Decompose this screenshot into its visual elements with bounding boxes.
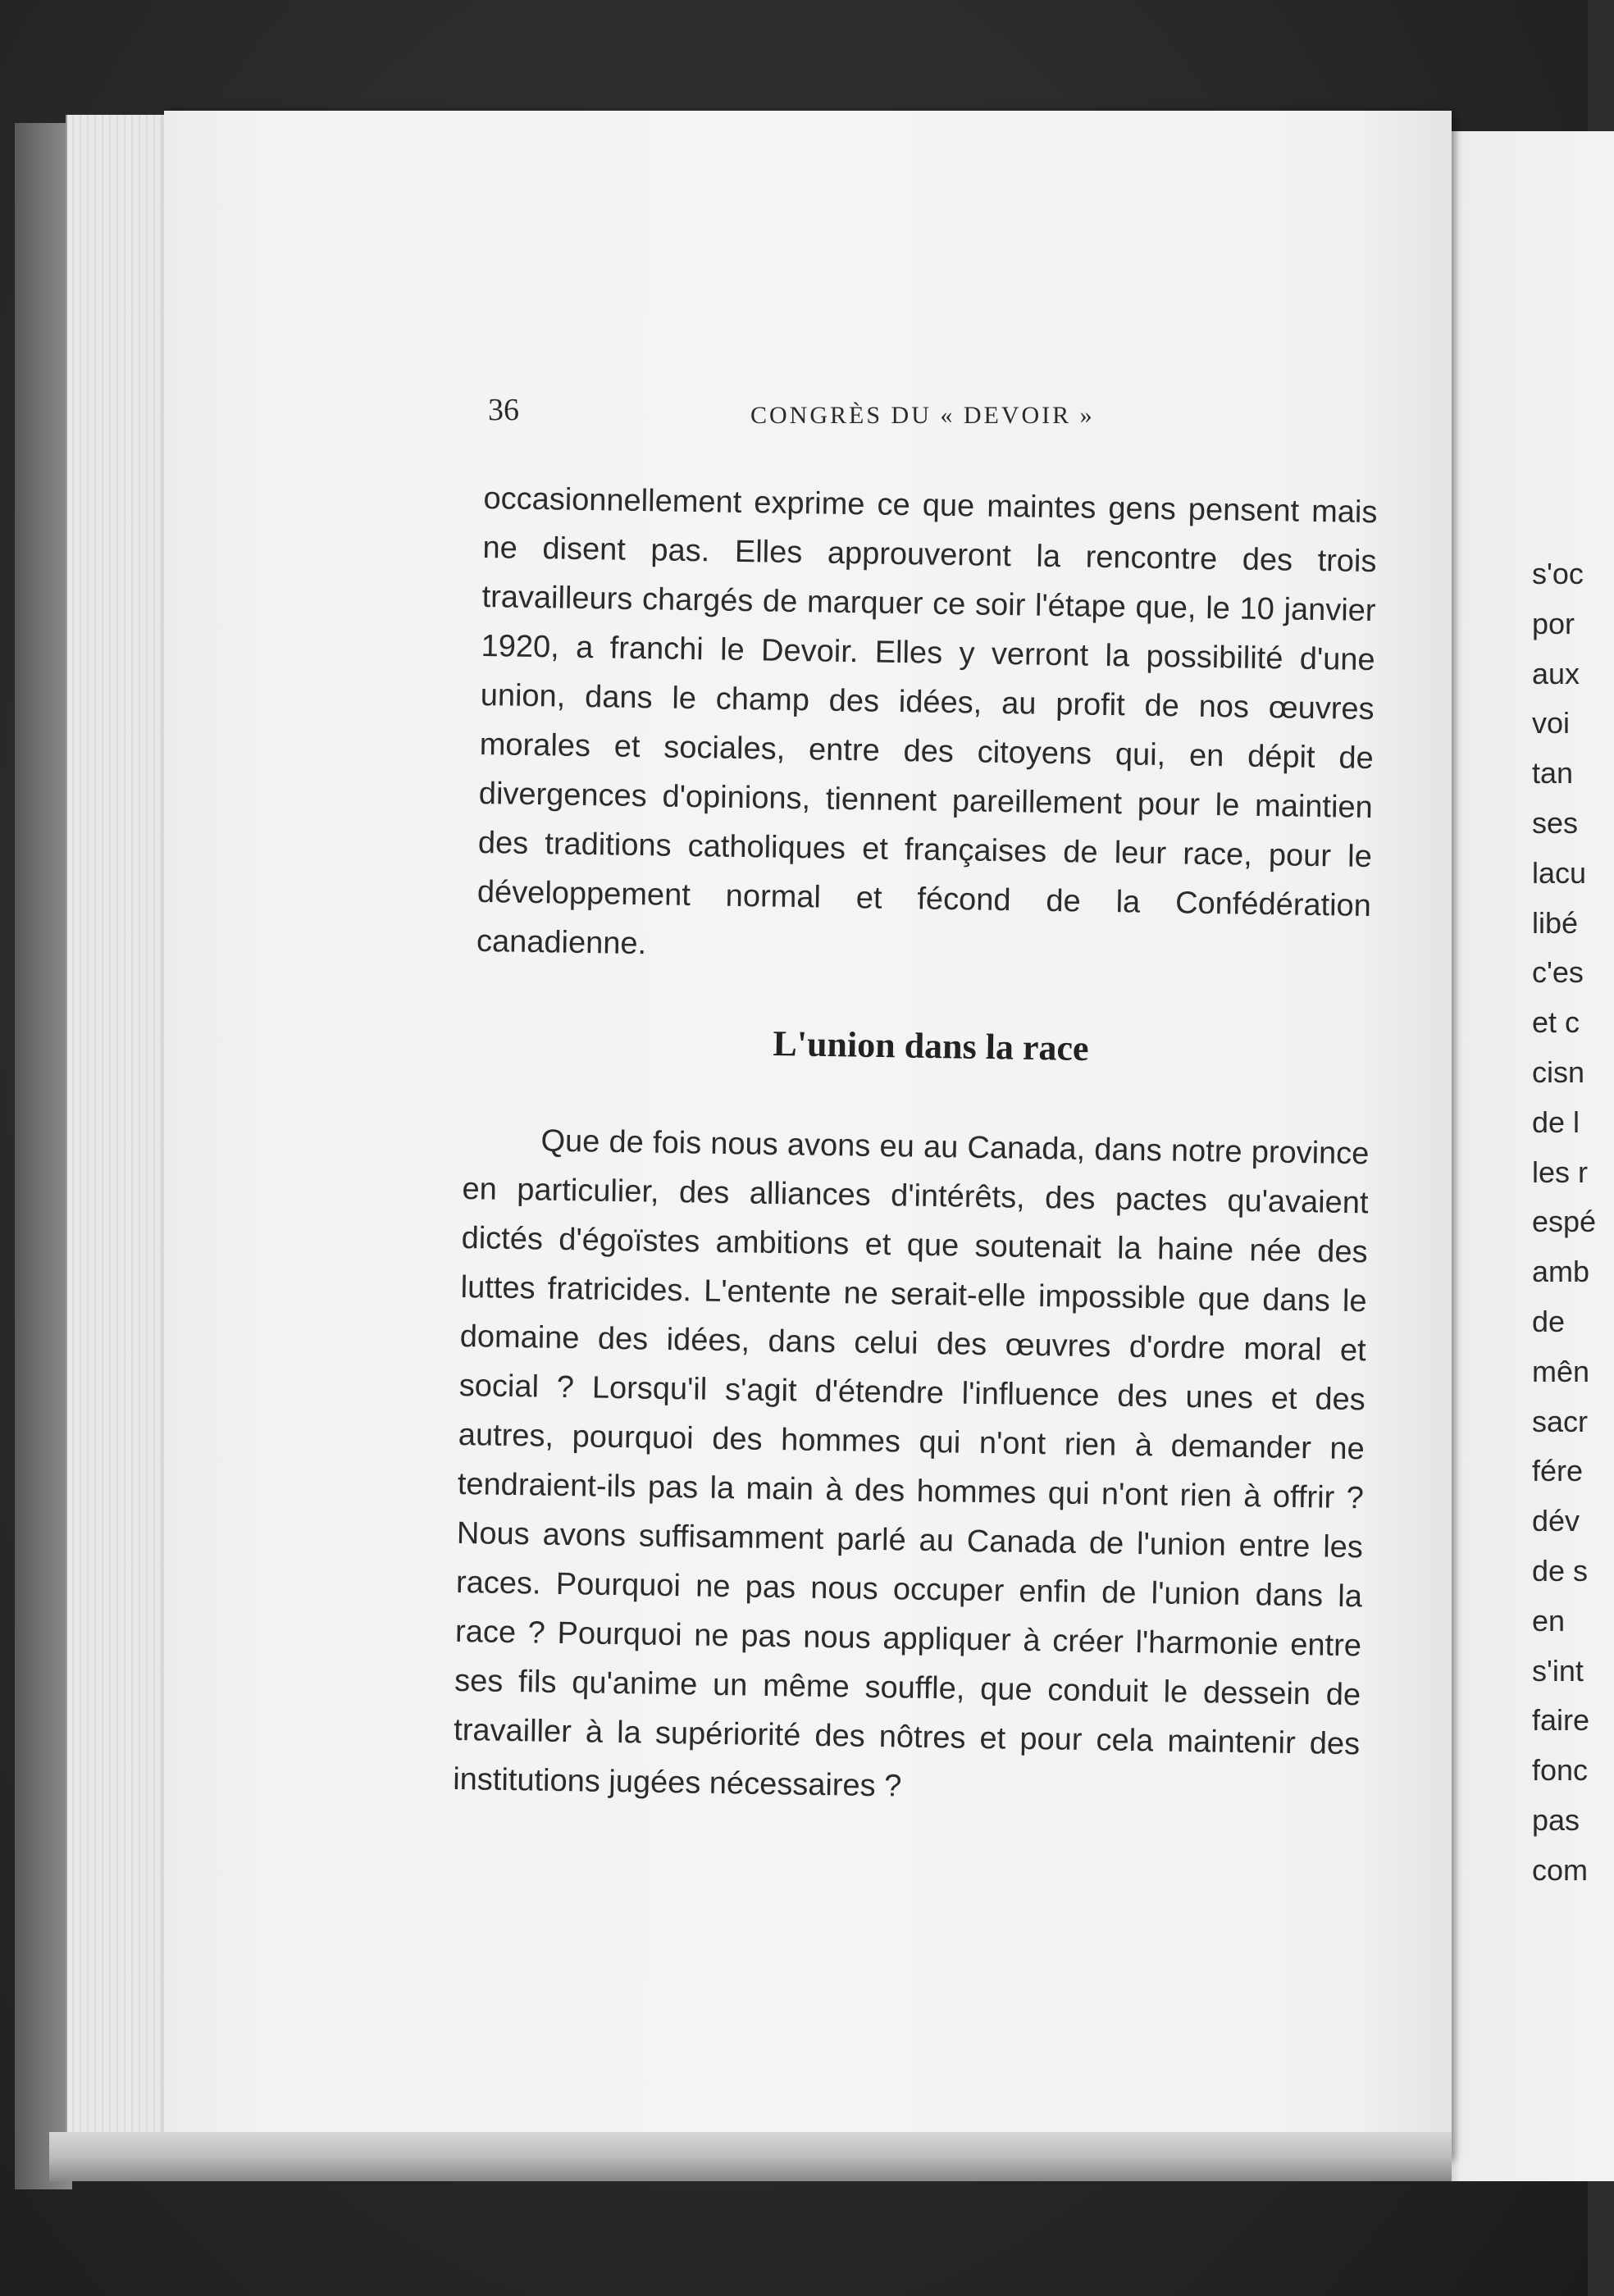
facing-line-fragment: tan [1532, 756, 1574, 790]
facing-line-fragment: aux [1532, 656, 1580, 690]
facing-line-fragment: s'oc [1532, 557, 1584, 590]
facing-line-fragment: pas [1532, 1802, 1580, 1837]
page-bottom-edge [49, 2132, 1452, 2181]
paragraph-1: occasionnellement exprime ce que maintes gens pensent mais ne disent pas. Elles approuveront la rencontre des trois travailleurs chargés de marquer ce soir l'étape que, le 10 janvier 1920, a franchi le Devoir. Elles y verront la possibilité d'une union, dans le champ des idées, au profit de nos œuvres morales et sociales, entre des citoyens qui, en dépit de divergences d'opinions, tiennent pareillement pour le maintien des traditions catholiques et françaises de leur race, pour le développement normal et fécond de la Confédération canadienne. [476, 481, 1378, 962]
facing-line-fragment: fonc [1532, 1753, 1589, 1788]
page-number: 36 [488, 393, 519, 427]
facing-line-fragment: amb [1532, 1255, 1590, 1289]
facing-line-fragment: de s [1532, 1553, 1589, 1588]
facing-line-fragment: les r [1532, 1155, 1589, 1189]
facing-line-fragment: voi [1532, 706, 1571, 740]
facing-line-fragment: faire [1532, 1703, 1590, 1738]
running-head: CONGRÈS DU « DEVOIR » [750, 402, 1095, 429]
page-header [488, 392, 1390, 441]
facing-line-fragment: por [1532, 606, 1575, 640]
facing-page-text [1532, 549, 1598, 1896]
section-heading: L'union dans la race [773, 1023, 1089, 1069]
facing-line-fragment: espé [1532, 1205, 1597, 1239]
book-cover-edge [15, 123, 72, 2189]
facing-line-fragment: fére [1532, 1454, 1584, 1488]
facing-line-fragment: en [1532, 1603, 1566, 1638]
facing-line-fragment: com [1532, 1852, 1589, 1887]
paragraph-2: Que de fois nous avons eu au Canada, dans notre province en particulier, des alliances d'intérêts, des pactes qu'avaient dictés d'égoïstes ambitions et que soutenait la haine née des luttes fratricides. L'entente ne serait-elle impossible que dans le domaine des idées, dans celui des œuvres d'ordre moral et social ? Lorsqu'il s'agit d'étendre l'influence des unes et des autres, pourquoi des hommes qui n'ont rien à demander ne tendraient-ils pas la main à des hommes qui n'ont rien à offrir ? Nous avons suffisamment parlé au Canada de l'union entre les races. Pourquoi ne pas nous occuper enfin de l'union dans la race ? Pourquoi ne pas nous appliquer à créer l'harmonie entre ses fils qu'anime un même souffle, que conduit le dessein de travailler à la supériorité des nôtres et pour cela maintenir des institutions jugées nécessaires ? [452, 1123, 1370, 1804]
facing-line-fragment: lacu [1532, 855, 1587, 890]
facing-line-fragment: et c [1532, 1005, 1580, 1040]
facing-line-fragment: s'int [1532, 1653, 1584, 1688]
facing-line-fragment: ses [1532, 805, 1579, 840]
facing-line-fragment: libé [1532, 905, 1579, 940]
facing-line-fragment: de [1532, 1304, 1566, 1338]
facing-line-fragment: dév [1532, 1504, 1580, 1538]
facing-line-fragment: cisn [1532, 1055, 1585, 1089]
facing-line-fragment: c'es [1532, 955, 1584, 990]
facing-line-fragment: mên [1532, 1354, 1590, 1388]
facing-line-fragment: de l [1532, 1105, 1580, 1139]
facing-line-fragment: sacr [1532, 1404, 1589, 1438]
